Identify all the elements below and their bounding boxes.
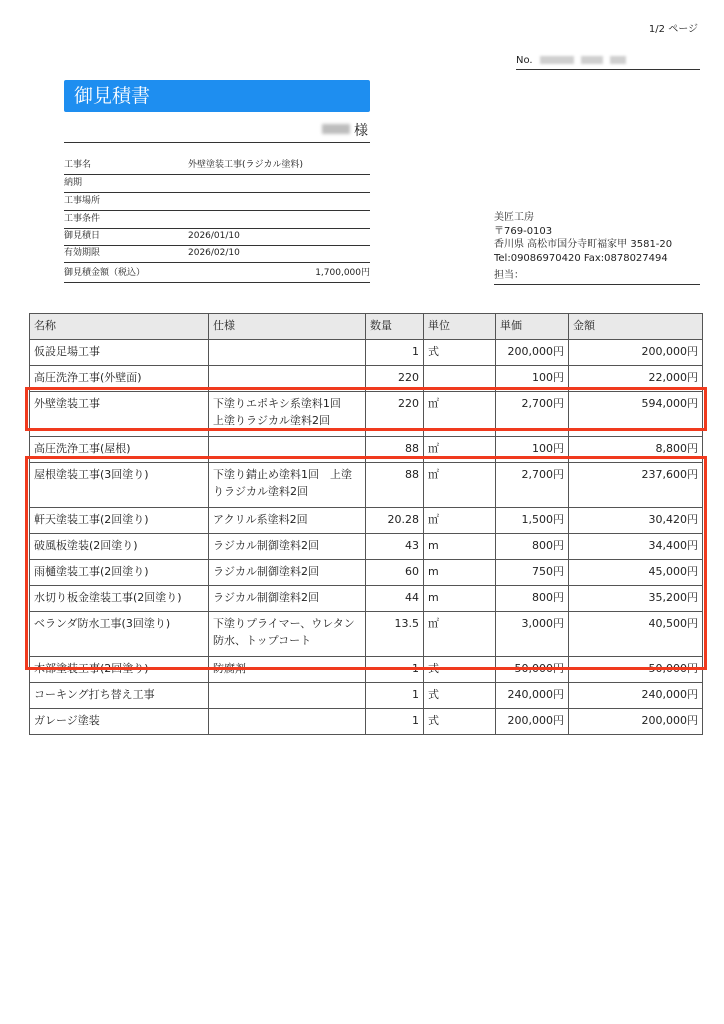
cell-qty: 1	[366, 683, 424, 709]
redacted-number-part-1	[540, 56, 574, 64]
redacted-customer-name	[322, 124, 350, 134]
info-label: 有効期限	[64, 248, 101, 258]
total-value: 1,700,000円	[315, 268, 370, 278]
header-qty: 数量	[366, 314, 424, 340]
company-address: 香川県 高松市国分寺町福家甲 3581-20	[494, 239, 673, 250]
cell-amount: 30,420円	[569, 508, 703, 534]
cell-unit: ㎡	[424, 508, 496, 534]
cell-name: 仮設足場工事	[30, 340, 209, 366]
cell-amount: 237,600円	[569, 463, 703, 508]
company-info	[494, 211, 672, 265]
info-row-location	[64, 193, 370, 211]
info-label: 工事条件	[64, 214, 101, 224]
cell-price: 100円	[496, 437, 569, 463]
cell-name: 高圧洗浄工事(屋根)	[30, 437, 209, 463]
table-row	[30, 340, 703, 366]
cell-name: ベランダ防水工事(3回塗り)	[30, 612, 209, 657]
cell-unit: 式	[424, 657, 496, 683]
cell-unit: 式	[424, 340, 496, 366]
cell-price: 50,000円	[496, 657, 569, 683]
cell-price: 2,700円	[496, 392, 569, 437]
redacted-number-part-2	[581, 56, 603, 64]
cell-qty: 60	[366, 560, 424, 586]
cell-spec: ラジカル制御塗料2回	[209, 534, 366, 560]
cell-spec	[209, 366, 366, 392]
header-price: 単価	[496, 314, 569, 340]
redacted-number-part-3	[610, 56, 626, 64]
info-row-total	[64, 265, 370, 283]
table-row	[30, 683, 703, 709]
cell-unit: ㎡	[424, 437, 496, 463]
customer-line	[64, 120, 370, 143]
cell-amount: 35,200円	[569, 586, 703, 612]
cell-price: 800円	[496, 586, 569, 612]
cell-name: 水切り板金塗装工事(2回塗り)	[30, 586, 209, 612]
info-label: 御見積日	[64, 231, 101, 241]
table-row	[30, 709, 703, 735]
info-label: 工事場所	[64, 196, 101, 206]
table-row	[30, 586, 703, 612]
table-row	[30, 534, 703, 560]
table-row	[30, 366, 703, 392]
cell-spec	[209, 709, 366, 735]
cell-qty: 220	[366, 366, 424, 392]
document-number-label: No.	[516, 55, 533, 66]
info-value: 2026/01/10	[188, 231, 240, 241]
cell-qty: 1	[366, 340, 424, 366]
table-row	[30, 612, 703, 657]
info-row-delivery	[64, 175, 370, 193]
info-row-estimate-date	[64, 228, 370, 246]
cell-amount: 45,000円	[569, 560, 703, 586]
cell-qty: 88	[366, 463, 424, 508]
cell-unit: ㎡	[424, 463, 496, 508]
cell-spec	[209, 437, 366, 463]
company-postal: 〒769-0103	[494, 225, 553, 237]
cell-amount: 594,000円	[569, 392, 703, 437]
cell-amount: 200,000円	[569, 340, 703, 366]
info-row-project-name	[64, 157, 370, 175]
header-spec: 仕様	[209, 314, 366, 340]
cell-price: 240,000円	[496, 683, 569, 709]
header-name: 名称	[30, 314, 209, 340]
info-value: 外壁塗装工事(ラジカル塗料)	[188, 160, 304, 170]
table-row	[30, 463, 703, 508]
table-row	[30, 437, 703, 463]
cell-qty: 43	[366, 534, 424, 560]
company-name: 美匠工房	[494, 212, 534, 223]
cell-amount: 40,500円	[569, 612, 703, 657]
cell-price: 200,000円	[496, 709, 569, 735]
cell-qty: 1	[366, 657, 424, 683]
info-label: 工事名	[64, 160, 92, 170]
table-row	[30, 508, 703, 534]
cell-name: 破風板塗装(2回塗り)	[30, 534, 209, 560]
info-row-conditions	[64, 211, 370, 229]
cell-qty: 20.28	[366, 508, 424, 534]
table-row	[30, 392, 703, 437]
cell-spec: ラジカル制御塗料2回	[209, 560, 366, 586]
cell-price: 2,700円	[496, 463, 569, 508]
cell-qty: 220	[366, 392, 424, 437]
cell-unit: m	[424, 534, 496, 560]
cell-name: 屋根塗装工事(3回塗り)	[30, 463, 209, 508]
cell-name: ガレージ塗装	[30, 709, 209, 735]
cell-unit: m	[424, 586, 496, 612]
cell-spec	[209, 340, 366, 366]
cell-unit: 式	[424, 683, 496, 709]
cell-name: 外壁塗装工事	[30, 392, 209, 437]
cell-qty: 1	[366, 709, 424, 735]
total-label: 御見積金額（税込）	[64, 268, 146, 278]
cell-spec: 下塗りエポキシ系塗料1回 上塗りラジカル塗料2回	[209, 392, 366, 437]
cell-spec: 下塗り錆止め塗料1回 上塗りラジカル塗料2回	[209, 463, 366, 508]
cell-price: 100円	[496, 366, 569, 392]
cell-unit: ㎡	[424, 392, 496, 437]
company-contact: Tel:09086970420 Fax:0878027494	[494, 252, 668, 264]
table-header-row	[30, 314, 703, 340]
cell-spec	[209, 683, 366, 709]
estimate-table	[29, 313, 703, 735]
cell-spec: ラジカル制御塗料2回	[209, 586, 366, 612]
cell-amount: 22,000円	[569, 366, 703, 392]
info-value: 2026/02/10	[188, 248, 240, 258]
cell-unit	[424, 366, 496, 392]
cell-amount: 240,000円	[569, 683, 703, 709]
cell-name: コーキング打ち替え工事	[30, 683, 209, 709]
honorific: 様	[354, 123, 368, 139]
cell-name: 軒天塗装工事(2回塗り)	[30, 508, 209, 534]
cell-name: 木部塗装工事(2回塗り)	[30, 657, 209, 683]
cell-amount: 8,800円	[569, 437, 703, 463]
cell-amount: 200,000円	[569, 709, 703, 735]
cell-qty: 88	[366, 437, 424, 463]
cell-price: 750円	[496, 560, 569, 586]
cell-unit: ㎡	[424, 612, 496, 657]
cell-unit: 式	[424, 709, 496, 735]
cell-name: 雨樋塗装工事(2回塗り)	[30, 560, 209, 586]
cell-name: 高圧洗浄工事(外壁面)	[30, 366, 209, 392]
cell-price: 1,500円	[496, 508, 569, 534]
cell-price: 200,000円	[496, 340, 569, 366]
person-in-charge: 担当：	[494, 266, 700, 285]
cell-unit: m	[424, 560, 496, 586]
cell-price: 800円	[496, 534, 569, 560]
cell-amount: 50,000円	[569, 657, 703, 683]
table-row	[30, 560, 703, 586]
cell-spec: アクリル系塗料2回	[209, 508, 366, 534]
header-unit: 単位	[424, 314, 496, 340]
document-title: 御見積書	[64, 80, 370, 112]
cell-price: 3,000円	[496, 612, 569, 657]
cell-spec: 下塗りプライマー、ウレタン防水、トップコート	[209, 612, 366, 657]
cell-amount: 34,400円	[569, 534, 703, 560]
cell-spec: 防腐剤	[209, 657, 366, 683]
cell-qty: 44	[366, 586, 424, 612]
info-row-valid-until	[64, 245, 370, 263]
document-number	[516, 55, 700, 70]
page-number: 1/2 ページ	[648, 24, 698, 35]
info-label: 納期	[64, 178, 83, 188]
table-row	[30, 657, 703, 683]
cell-qty: 13.5	[366, 612, 424, 657]
header-amount: 金額	[569, 314, 703, 340]
